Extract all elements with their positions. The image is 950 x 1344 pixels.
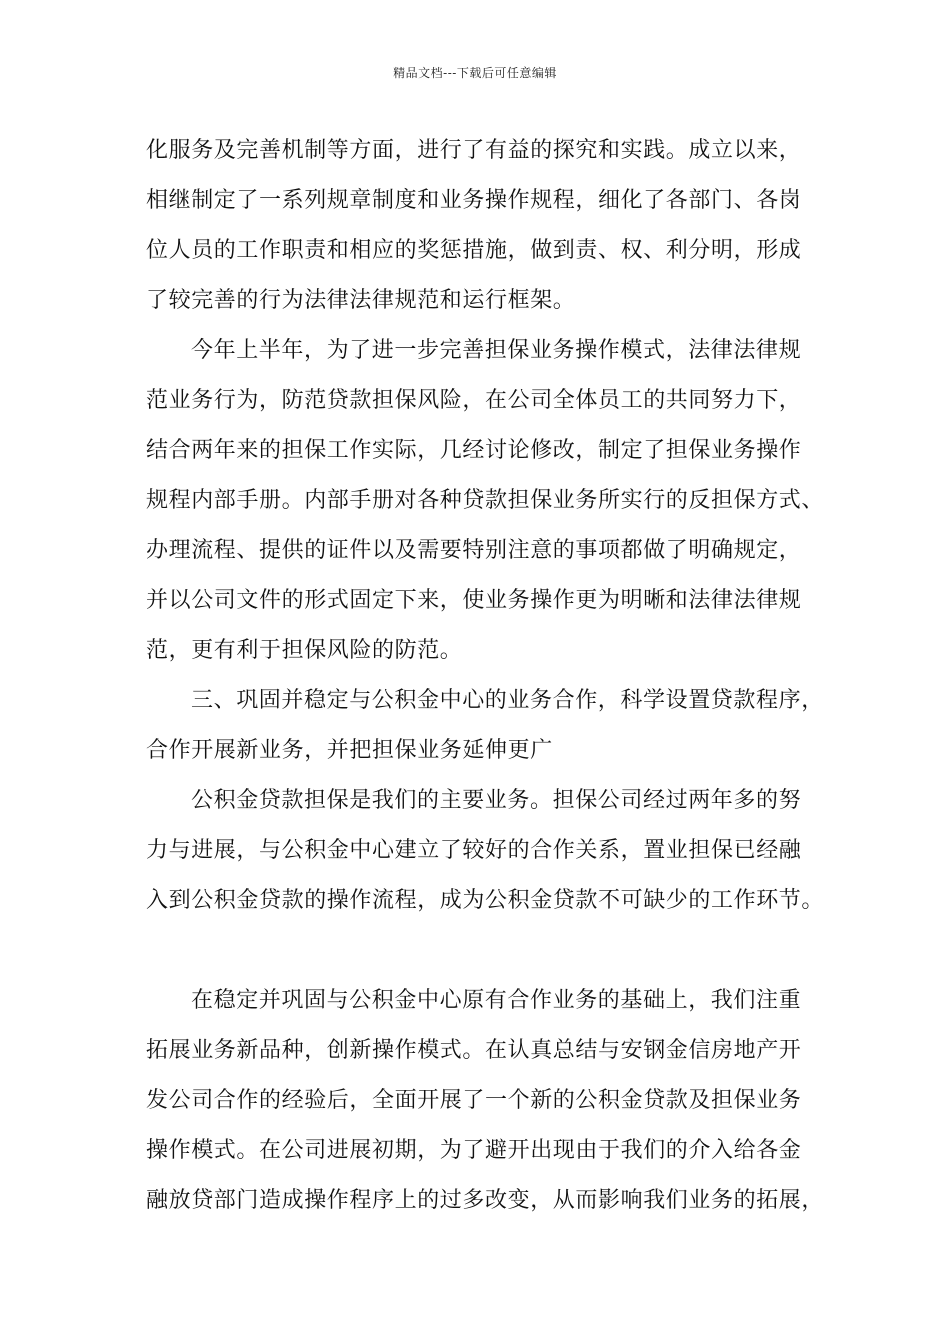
text-line: 办理流程、提供的证件以及需要特别注意的事项都做了明确规定， [146,538,802,563]
paragraph [146,326,826,676]
section-heading [146,676,826,776]
text-line: 并以公司文件的形式固定下来，使业务操作更为明晰和法律法律规 [146,588,802,613]
text-line: 融放贷部门造成操作程序上的过多改变，从而影响我们业务的拓展， [146,1188,825,1213]
document-body [146,126,826,1226]
text-line: 三、巩固并稳定与公积金中心的业务合作，科学设置贷款程序， [191,688,824,713]
text-line: 范业务行为，防范贷款担保风险，在公司全体员工的共同努力下， [146,388,802,413]
text-line: 力与进展，与公积金中心建立了较好的合作关系，置业担保已经融 [146,838,802,863]
text-line: 了较完善的行为法律法律规范和运行框架。 [146,288,576,313]
text-line: 结合两年来的担保工作实际，几经讨论修改，制定了担保业务操作 [146,438,802,463]
text-line: 相继制定了一系列规章制度和业务操作规程，细化了各部门、各岗 [146,188,802,213]
text-line: 拓展业务新品种，创新操作模式。在认真总结与安钢金信房地产开 [146,1038,802,1063]
paragraph [146,126,826,326]
text-line: 发公司合作的经验后，全面开展了一个新的公积金贷款及担保业务 [146,1088,802,1113]
text-line: 操作模式。在公司进展初期，为了避开出现由于我们的介入给各金 [146,1138,802,1163]
text-line: 入到公积金贷款的操作流程，成为公积金贷款不可缺少的工作环节。 [146,888,825,913]
text-line: 范，更有利于担保风险的防范。 [146,638,463,663]
text-line: 公积金贷款担保是我们的主要业务。担保公司经过两年多的努 [191,788,802,813]
text-line: 位人员的工作职责和相应的奖惩措施，做到责、权、利分明，形成 [146,238,802,263]
text-line: 化服务及完善机制等方面，进行了有益的探究和实践。成立以来， [146,138,802,163]
text-line: 规程内部手册。内部手册对各种贷款担保业务所实行的反担保方式、 [146,488,825,513]
paragraph-spacer [146,926,826,976]
paragraph [146,776,826,926]
text-line: 在稳定并巩固与公积金中心原有合作业务的基础上，我们注重 [191,988,802,1013]
text-line: 合作开展新业务，并把担保业务延伸更广 [146,738,553,763]
page-header: 精品文档---下载后可任意编辑 [393,66,557,80]
paragraph [146,976,826,1226]
text-line: 今年上半年，为了进一步完善担保业务操作模式，法律法律规 [191,338,802,363]
